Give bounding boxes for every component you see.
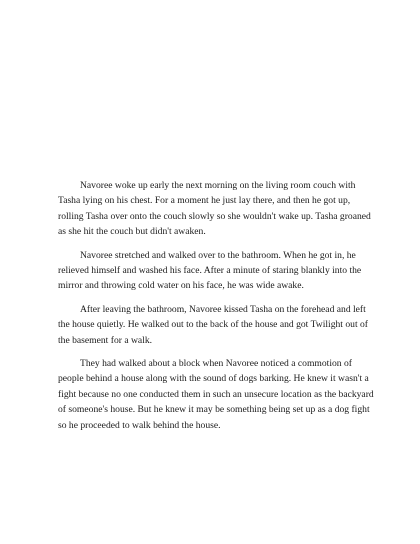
story-text <box>58 178 376 441</box>
paragraph-4: They had walked about a block when Navoree noticed a commotion of people behind a house along with the sound of dogs barking. He knew it wasn't a fight because no one conducted them in such an unsecure location as the backyard of someone's house. But he knew it may be something being set up as a dog fight so he proceeded to walk behind the house. <box>58 358 374 431</box>
paragraph-2: Navoree stretched and walked over to the bathroom. When he got in, he relieved himself and washed his face. After a minute of staring blankly into the mirror and throwing cold water on his face, he was wide awake. <box>58 249 362 292</box>
paragraph-3: After leaving the bathroom, Navoree kissed Tasha on the forehead and left the house quietly. He walked out to the back of the house and got Twilight out of the basement for a walk. <box>58 303 368 346</box>
paragraph-1: Navoree woke up early the next morning on the living room couch with Tasha lying on his chest. For a moment he just lay there, and then he got up, rolling Tasha over onto the couch slowly so she wouldn't wake up. Tasha groaned as she hit the couch but didn't awaken. <box>58 180 371 238</box>
